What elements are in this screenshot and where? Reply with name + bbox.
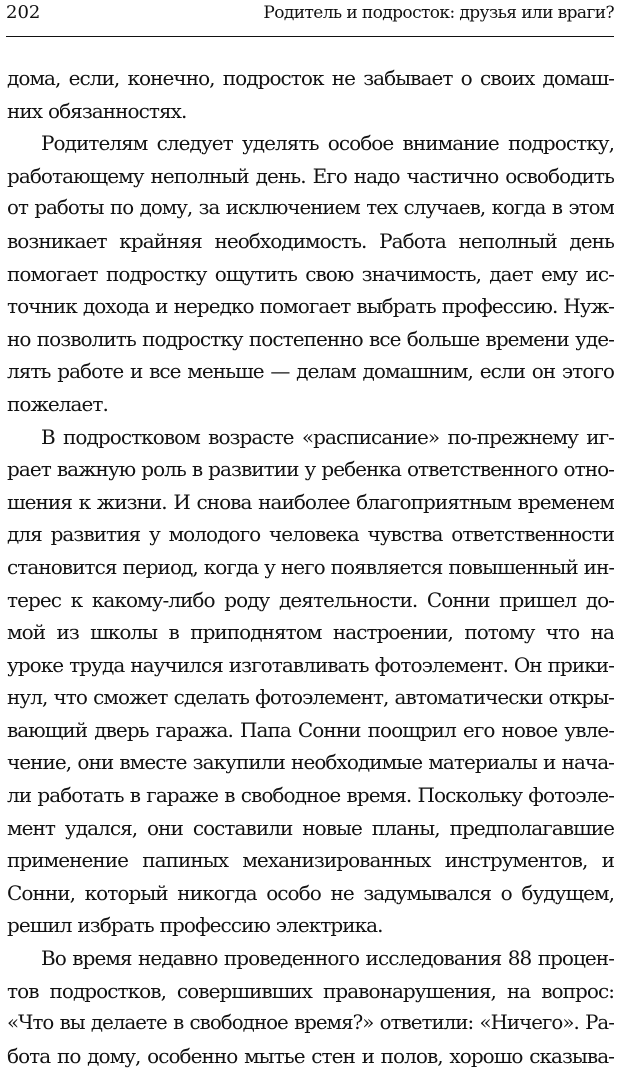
text-line: становится период, когда у него появляется повышенный ин-	[7, 554, 614, 579]
text-line: «Что вы делаете в свободное время?» ответили: «Ничего». Ра-	[7, 1011, 614, 1035]
paragraph-first-line: Во время недавно проведенного исследования 88 процен-	[41, 946, 614, 971]
text-line: уроке труда научился изготавливать фотоэлемент. Он прики-	[7, 652, 614, 677]
text-line: дома, если, конечно, подросток не забывает о своих домаш-	[7, 66, 614, 90]
text-line: них обязанностях.	[7, 98, 187, 123]
text-line: рает важную роль в развитии у ребенка ответственного отно-	[7, 457, 614, 482]
text-line: помогает подростку ощутить свою значимость, дает ему ис-	[7, 261, 614, 286]
text-line: возникает крайняя необходимость. Работа неполный день	[7, 228, 614, 253]
text-line: лять работе и все меньше — делам домашним, если он этого	[7, 359, 614, 384]
text-line: работающему неполный день. Его надо частично освободить	[7, 163, 614, 188]
page-number: 202	[6, 2, 41, 23]
text-line: пожелает.	[7, 391, 108, 416]
text-line: ли работать в гараже в свободное время. Поскольку фотоэле-	[7, 783, 614, 808]
text-line: шения к жизни. И снова наиболее благоприятным временем	[7, 489, 614, 514]
text-line: для развития у молодого человека чувства ответственности	[7, 522, 614, 547]
text-line: терес к какому-либо роду деятельности. Сонни пришел до-	[7, 587, 614, 612]
text-line: Сонни, который никогда особо не задумывался о будущем,	[7, 880, 614, 905]
text-line: мент удался, они составили новые планы, предполагавшие	[7, 815, 614, 840]
body-text	[7, 62, 614, 1072]
text-line: точник дохода и нередко помогает выбрать профессию. Нуж-	[7, 294, 614, 319]
text-line: тов подростков, совершивших правонарушения, на вопрос:	[7, 978, 614, 1003]
text-line: но позволить подростку постепенно все больше времени уде-	[7, 326, 614, 351]
text-line: применение папиных механизированных инструментов, и	[7, 848, 614, 873]
text-line: решил избрать профессию электрика.	[7, 913, 383, 938]
text-line: от работы по дому, за исключением тех случаев, когда в этом	[7, 196, 614, 220]
text-line: вающий дверь гаража. Папа Сонни поощрил его новое увле-	[7, 717, 614, 742]
page-header	[6, 0, 614, 37]
text-line: чение, они вместе закупили необходимые материалы и нача-	[7, 750, 614, 775]
paragraph-first-line: В подростковом возрасте «расписание» по-прежнему иг-	[41, 424, 614, 449]
text-line: бота по дому, особенно мытье стен и полов, хорошо сказыва-	[7, 1043, 614, 1068]
text-line: мой из школы в приподнятом настроении, потому что на	[7, 620, 614, 645]
paragraph-first-line: Родителям следует уделять особое внимание подростку,	[41, 131, 614, 156]
running-title: Родитель и подросток: друзья или враги?	[263, 3, 614, 23]
text-line: нул, что сможет сделать фотоэлемент, автоматически откры-	[7, 685, 614, 710]
